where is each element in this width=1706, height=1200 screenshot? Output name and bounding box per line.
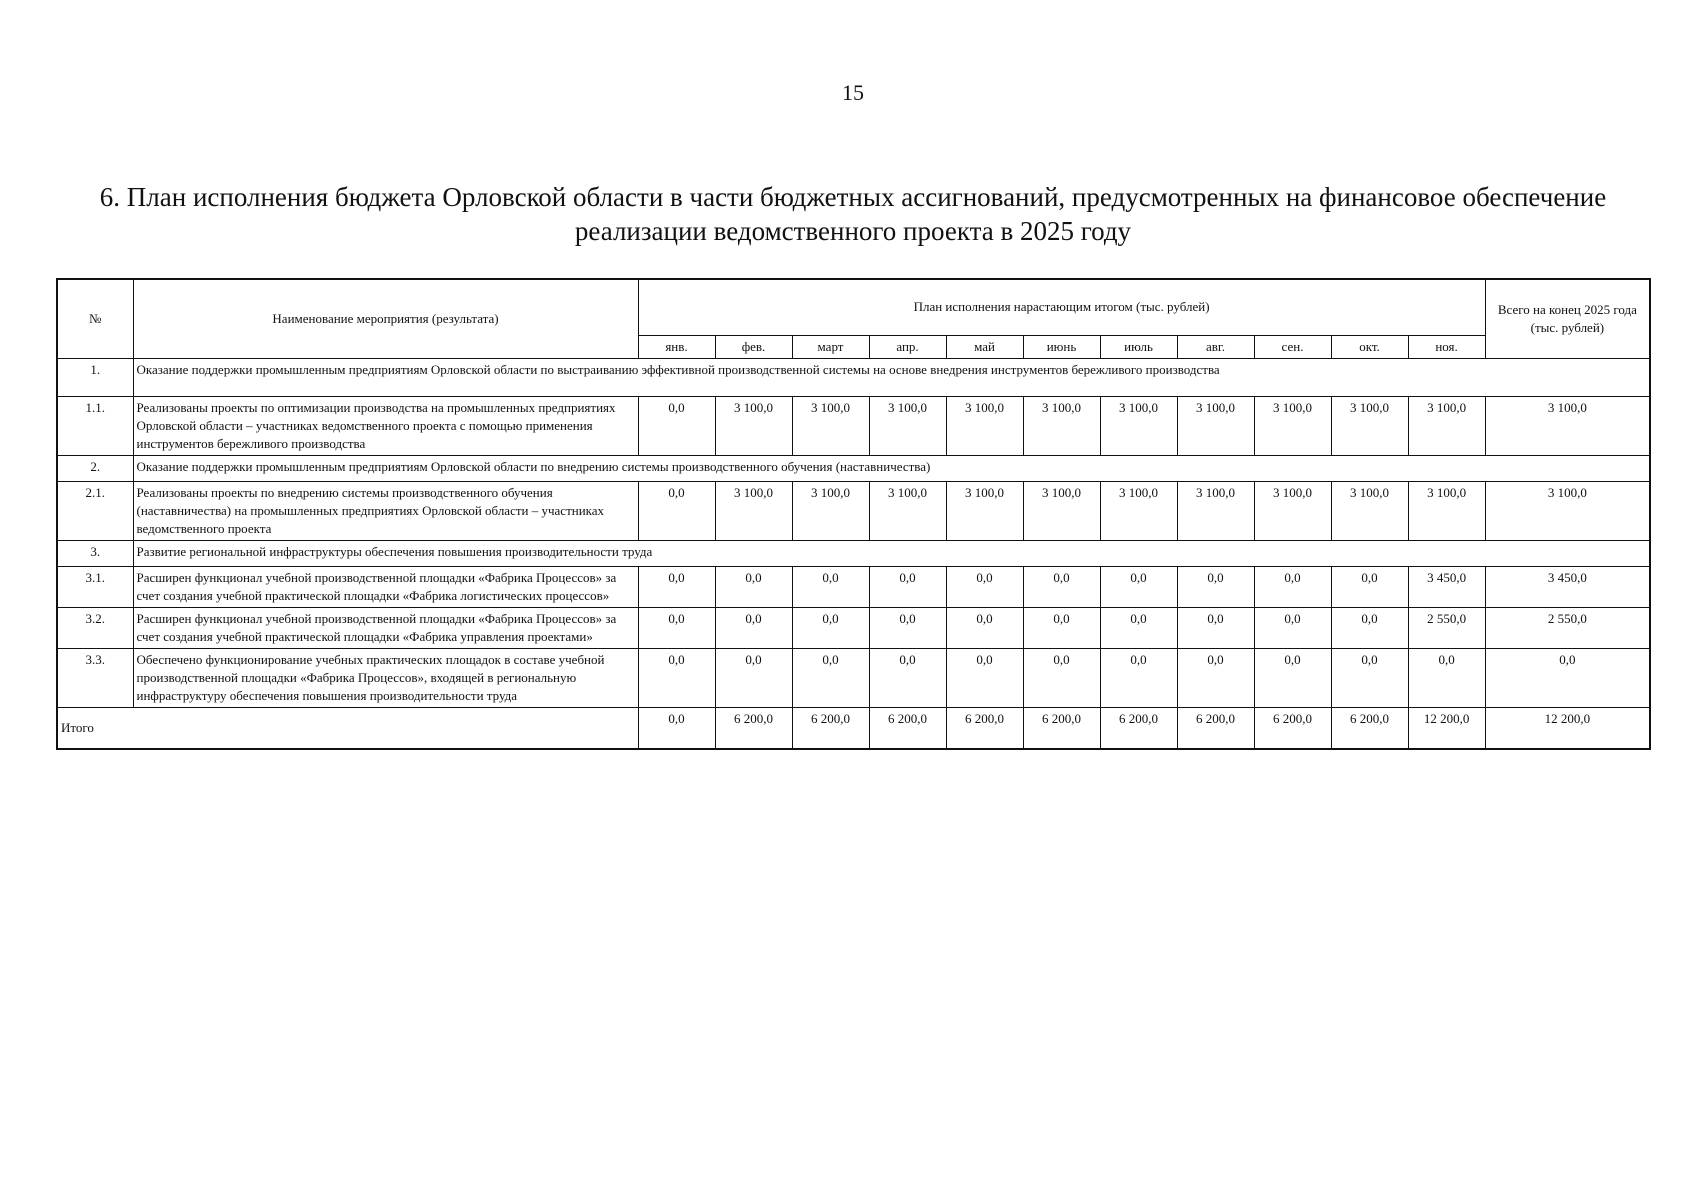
month-value: 0,0 [638, 396, 715, 455]
month-value: 0,0 [869, 607, 946, 648]
month-value: 0,0 [715, 607, 792, 648]
month-value: 0,0 [638, 648, 715, 707]
month-value: 3 100,0 [1100, 396, 1177, 455]
row-number: 3. [57, 540, 133, 566]
result-name: Расширен функционал учебной производственной площадки «Фабрика Процессов» за счет создания учебной практической площадки «Фабрика логистических процессов» [133, 566, 638, 607]
month-header: авг. [1177, 335, 1254, 358]
month-value: 3 100,0 [715, 396, 792, 455]
month-value: 3 100,0 [1023, 481, 1100, 540]
row-total: 0,0 [1485, 648, 1650, 707]
month-value: 0,0 [869, 648, 946, 707]
month-value: 0,0 [1100, 607, 1177, 648]
group-row [57, 540, 1650, 566]
row-total: 3 100,0 [1485, 396, 1650, 455]
row-number: 2. [57, 455, 133, 481]
title-line-1: 6. План исполнения бюджета Орловской области в части бюджетных ассигнований, предусмотренных на финансовое обеспечение [99, 182, 1607, 212]
month-value: 0,0 [1331, 566, 1408, 607]
month-value: 0,0 [1408, 648, 1485, 707]
group-name: Оказание поддержки промышленным предприятиям Орловской области по внедрению системы производственного обучения (наставничества) [133, 455, 1650, 481]
month-header: июль [1100, 335, 1177, 358]
totals-month-value: 6 200,0 [715, 707, 792, 749]
result-name: Реализованы проекты по оптимизации производства на промышленных предприятиях Орловской области – участниках ведомственного проекта с помощью применения инструментов бережливого производства [133, 396, 638, 455]
month-value: 3 100,0 [1331, 481, 1408, 540]
budget-plan-table [56, 278, 1651, 750]
group-name: Развитие региональной инфраструктуры обеспечения повышения производительности труда [133, 540, 1650, 566]
month-value: 0,0 [946, 648, 1023, 707]
month-value: 3 100,0 [1408, 481, 1485, 540]
group-name: Оказание поддержки промышленным предприятиям Орловской области по выстраиванию эффективной производственной системы на основе внедрения инструментов бережливого производства [133, 358, 1650, 396]
month-value: 0,0 [792, 648, 869, 707]
month-value: 3 100,0 [1254, 481, 1331, 540]
row-number: 1. [57, 358, 133, 396]
month-value: 0,0 [1100, 648, 1177, 707]
month-value: 3 100,0 [792, 481, 869, 540]
month-value: 0,0 [1100, 566, 1177, 607]
table-row [57, 648, 1650, 707]
month-value: 0,0 [1023, 607, 1100, 648]
month-value: 0,0 [1023, 566, 1100, 607]
month-value: 3 100,0 [1100, 481, 1177, 540]
month-value: 0,0 [638, 607, 715, 648]
month-header: апр. [869, 335, 946, 358]
row-total: 2 550,0 [1485, 607, 1650, 648]
result-name: Расширен функционал учебной производственной площадки «Фабрика Процессов» за счет создания учебной практической площадки «Фабрика управления проектами» [133, 607, 638, 648]
totals-month-value: 6 200,0 [869, 707, 946, 749]
month-value: 3 100,0 [946, 396, 1023, 455]
month-value: 3 100,0 [715, 481, 792, 540]
month-value: 0,0 [638, 566, 715, 607]
month-value: 0,0 [1023, 648, 1100, 707]
totals-month-value: 6 200,0 [1331, 707, 1408, 749]
month-value: 3 100,0 [869, 481, 946, 540]
month-header: май [946, 335, 1023, 358]
month-value: 3 100,0 [946, 481, 1023, 540]
month-header: ноя. [1408, 335, 1485, 358]
totals-month-value: 12 200,0 [1408, 707, 1485, 749]
totals-row [57, 707, 1650, 749]
header-plan: План исполнения нарастающим итогом (тыс. рублей) [638, 279, 1485, 335]
table-row [57, 566, 1650, 607]
month-value: 0,0 [715, 566, 792, 607]
month-header: март [792, 335, 869, 358]
totals-label: Итого [57, 707, 638, 749]
month-header: окт. [1331, 335, 1408, 358]
month-value: 0,0 [715, 648, 792, 707]
document-title [40, 180, 1666, 248]
month-value: 3 100,0 [1023, 396, 1100, 455]
header-name: Наименование мероприятия (результата) [133, 279, 638, 358]
month-value: 0,0 [1331, 648, 1408, 707]
totals-month-value: 6 200,0 [1100, 707, 1177, 749]
month-value: 3 100,0 [869, 396, 946, 455]
totals-month-value: 6 200,0 [946, 707, 1023, 749]
month-value: 0,0 [1177, 648, 1254, 707]
grand-total: 12 200,0 [1485, 707, 1650, 749]
row-number: 1.1. [57, 396, 133, 455]
header-num: № [57, 279, 133, 358]
group-row [57, 455, 1650, 481]
row-total: 3 450,0 [1485, 566, 1650, 607]
table-body [57, 358, 1650, 749]
totals-month-value: 0,0 [638, 707, 715, 749]
row-number: 3.2. [57, 607, 133, 648]
month-value: 3 100,0 [1254, 396, 1331, 455]
month-value: 0,0 [792, 566, 869, 607]
result-name: Обеспечено функционирование учебных практических площадок в составе учебной производственной площадки «Фабрика Процессов», входящей в региональную инфраструктуру обеспечения повышения производительности труда [133, 648, 638, 707]
row-total: 3 100,0 [1485, 481, 1650, 540]
group-row [57, 358, 1650, 396]
month-value: 2 550,0 [1408, 607, 1485, 648]
month-value: 0,0 [946, 566, 1023, 607]
month-value: 0,0 [1177, 566, 1254, 607]
month-header: фев. [715, 335, 792, 358]
month-value: 0,0 [638, 481, 715, 540]
table-row [57, 481, 1650, 540]
month-value: 3 100,0 [1331, 396, 1408, 455]
row-number: 3.3. [57, 648, 133, 707]
totals-month-value: 6 200,0 [1254, 707, 1331, 749]
row-number: 3.1. [57, 566, 133, 607]
month-value: 3 100,0 [792, 396, 869, 455]
page-number: 15 [842, 80, 864, 105]
table-row [57, 396, 1650, 455]
month-header: янв. [638, 335, 715, 358]
header-total: Всего на конец 2025 года (тыс. рублей) [1485, 279, 1650, 358]
totals-month-value: 6 200,0 [1177, 707, 1254, 749]
month-value: 0,0 [1254, 648, 1331, 707]
table-row [57, 607, 1650, 648]
month-value: 0,0 [869, 566, 946, 607]
row-number: 2.1. [57, 481, 133, 540]
month-value: 3 100,0 [1177, 396, 1254, 455]
month-header: июнь [1023, 335, 1100, 358]
totals-month-value: 6 200,0 [1023, 707, 1100, 749]
month-value: 0,0 [1254, 566, 1331, 607]
month-value: 0,0 [1331, 607, 1408, 648]
totals-month-value: 6 200,0 [792, 707, 869, 749]
month-value: 3 100,0 [1408, 396, 1485, 455]
month-value: 3 100,0 [1177, 481, 1254, 540]
month-value: 0,0 [946, 607, 1023, 648]
month-value: 0,0 [1177, 607, 1254, 648]
title-line-2: реализации ведомственного проекта в 2025 году [574, 216, 1132, 246]
result-name: Реализованы проекты по внедрению системы производственного обучения (наставничества) на промышленных предприятиях Орловской области – участниках ведомственного проекта [133, 481, 638, 540]
month-header: сен. [1254, 335, 1331, 358]
month-value: 3 450,0 [1408, 566, 1485, 607]
month-value: 0,0 [792, 607, 869, 648]
month-value: 0,0 [1254, 607, 1331, 648]
